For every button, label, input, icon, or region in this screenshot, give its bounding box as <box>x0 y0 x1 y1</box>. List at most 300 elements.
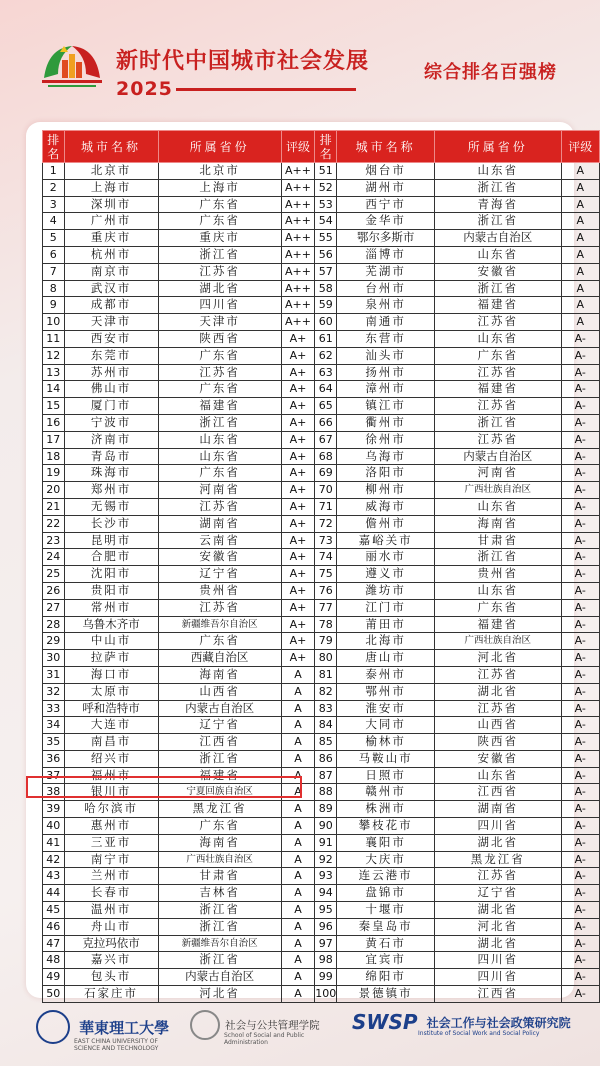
province-cell: 安徽省 <box>435 750 562 767</box>
city-cell: 长沙市 <box>64 515 158 532</box>
grade-cell: A+ <box>281 431 315 448</box>
city-cell: 东莞市 <box>64 347 158 364</box>
rank-cell: 84 <box>315 717 337 734</box>
table-row <box>43 582 600 599</box>
province-cell: 湖北省 <box>435 902 562 919</box>
grade-cell: A <box>561 297 599 314</box>
grade-cell: A+ <box>281 330 315 347</box>
grade-cell: A <box>561 280 599 297</box>
table-row <box>43 347 600 364</box>
city-cell: 大庆市 <box>337 851 435 868</box>
table-row <box>43 666 600 683</box>
province-cell: 浙江省 <box>435 179 562 196</box>
rank-cell: 75 <box>315 566 337 583</box>
city-cell: 深圳市 <box>64 196 158 213</box>
rank-cell: 83 <box>315 700 337 717</box>
rank-cell: 8 <box>43 280 65 297</box>
institute-logo <box>352 1010 572 1050</box>
institute-name: 社会工作与社会政策研究院 <box>426 1015 571 1030</box>
city-cell: 贵阳市 <box>64 582 158 599</box>
rank-cell: 1 <box>43 163 65 180</box>
province-cell: 江苏省 <box>158 263 281 280</box>
grade-cell: A- <box>561 734 599 751</box>
province-cell: 江苏省 <box>158 599 281 616</box>
grade-cell: A+ <box>281 381 315 398</box>
rank-cell: 94 <box>315 885 337 902</box>
grade-cell: A+ <box>281 566 315 583</box>
province-cell: 广东省 <box>158 818 281 835</box>
province-cell: 广东省 <box>158 196 281 213</box>
rank-cell: 80 <box>315 650 337 667</box>
grade-cell: A- <box>561 834 599 851</box>
city-cell: 南通市 <box>337 314 435 331</box>
rank-cell: 67 <box>315 431 337 448</box>
grade-cell: A- <box>561 784 599 801</box>
rank-cell: 71 <box>315 498 337 515</box>
table-row <box>43 868 600 885</box>
rank-cell: 99 <box>315 969 337 986</box>
province-cell: 河南省 <box>435 465 562 482</box>
table-row <box>43 986 600 1003</box>
rank-cell: 31 <box>43 666 65 683</box>
grade-cell: A- <box>561 431 599 448</box>
city-cell: 上海市 <box>64 179 158 196</box>
table-row <box>43 532 600 549</box>
city-cell: 青岛市 <box>64 448 158 465</box>
table-row <box>43 717 600 734</box>
province-cell: 内蒙古自治区 <box>435 448 562 465</box>
province-cell: 重庆市 <box>158 230 281 247</box>
grade-cell: A++ <box>281 196 315 213</box>
grade-cell: A <box>281 700 315 717</box>
province-cell: 江苏省 <box>435 700 562 717</box>
province-cell: 广东省 <box>158 381 281 398</box>
rank-cell: 28 <box>43 616 65 633</box>
province-cell: 辽宁省 <box>158 566 281 583</box>
province-cell: 浙江省 <box>158 414 281 431</box>
grade-cell: A- <box>561 330 599 347</box>
ranking-table <box>42 130 600 1003</box>
ranking-table-body <box>43 163 600 1003</box>
province-cell: 陕西省 <box>158 330 281 347</box>
grade-cell: A+ <box>281 465 315 482</box>
province-cell: 湖南省 <box>158 515 281 532</box>
grade-cell: A <box>281 818 315 835</box>
city-cell: 泉州市 <box>337 297 435 314</box>
grade-cell: A+ <box>281 482 315 499</box>
city-cell: 珠海市 <box>64 465 158 482</box>
college-name: 社会与公共管理学院 <box>225 1019 320 1032</box>
city-cell: 景德镇市 <box>337 986 435 1003</box>
rank-cell: 90 <box>315 818 337 835</box>
grade-cell: A <box>561 163 599 180</box>
header-city: 城市名称 <box>337 131 435 163</box>
rank-cell: 19 <box>43 465 65 482</box>
city-cell: 三亚市 <box>64 834 158 851</box>
city-cell: 鄂州市 <box>337 683 435 700</box>
grade-cell: A- <box>561 482 599 499</box>
grade-cell: A <box>281 918 315 935</box>
rank-cell: 89 <box>315 801 337 818</box>
year-label: 2025 <box>116 78 173 100</box>
city-cell: 天津市 <box>64 314 158 331</box>
rank-cell: 7 <box>43 263 65 280</box>
province-cell: 广东省 <box>435 599 562 616</box>
table-row <box>43 700 600 717</box>
province-cell: 江西省 <box>158 734 281 751</box>
rank-cell: 82 <box>315 683 337 700</box>
grade-cell: A++ <box>281 213 315 230</box>
province-cell: 河北省 <box>158 986 281 1003</box>
province-cell: 浙江省 <box>435 549 562 566</box>
city-cell: 杭州市 <box>64 246 158 263</box>
city-cell: 漳州市 <box>337 381 435 398</box>
rank-cell: 50 <box>43 986 65 1003</box>
city-cell: 盘锦市 <box>337 885 435 902</box>
rank-cell: 2 <box>43 179 65 196</box>
rank-cell: 76 <box>315 582 337 599</box>
grade-cell: A- <box>561 801 599 818</box>
province-cell: 山东省 <box>435 498 562 515</box>
rank-cell: 33 <box>43 700 65 717</box>
city-cell: 镇江市 <box>337 398 435 415</box>
city-cell: 湖州市 <box>337 179 435 196</box>
rank-cell: 49 <box>43 969 65 986</box>
rank-cell: 26 <box>43 582 65 599</box>
table-row <box>43 549 600 566</box>
grade-cell: A <box>561 314 599 331</box>
city-cell: 中山市 <box>64 633 158 650</box>
city-cell: 呼和浩特市 <box>64 700 158 717</box>
rank-cell: 57 <box>315 263 337 280</box>
city-cell: 绍兴市 <box>64 750 158 767</box>
table-row <box>43 902 600 919</box>
province-cell: 江苏省 <box>435 431 562 448</box>
city-cell: 泰州市 <box>337 666 435 683</box>
table-row <box>43 566 600 583</box>
table-row <box>43 381 600 398</box>
province-cell: 广西壮族自治区 <box>435 482 562 499</box>
grade-cell: A- <box>561 868 599 885</box>
rank-cell: 100 <box>315 986 337 1003</box>
province-cell: 广东省 <box>158 633 281 650</box>
grade-cell: A++ <box>281 230 315 247</box>
city-cell: 潍坊市 <box>337 582 435 599</box>
province-cell: 广东省 <box>158 213 281 230</box>
grade-cell: A- <box>561 398 599 415</box>
province-cell: 广东省 <box>158 347 281 364</box>
city-cell: 乌海市 <box>337 448 435 465</box>
province-cell: 浙江省 <box>158 952 281 969</box>
rank-cell: 24 <box>43 549 65 566</box>
header-rank: 排名 <box>315 131 337 163</box>
grade-cell: A <box>561 263 599 280</box>
grade-cell: A <box>281 784 315 801</box>
rank-cell: 66 <box>315 414 337 431</box>
province-cell: 海南省 <box>158 834 281 851</box>
grade-cell: A- <box>561 918 599 935</box>
city-cell: 扬州市 <box>337 364 435 381</box>
province-cell: 新疆维吾尔自治区 <box>158 616 281 633</box>
rank-cell: 70 <box>315 482 337 499</box>
rank-cell: 14 <box>43 381 65 398</box>
rank-cell: 62 <box>315 347 337 364</box>
table-row <box>43 599 600 616</box>
grade-cell: A- <box>561 935 599 952</box>
province-cell: 江苏省 <box>435 868 562 885</box>
city-cell: 乌鲁木齐市 <box>64 616 158 633</box>
province-cell: 广东省 <box>435 347 562 364</box>
province-cell: 广西壮族自治区 <box>435 633 562 650</box>
city-cell: 赣州市 <box>337 784 435 801</box>
grade-cell: A- <box>561 885 599 902</box>
city-cell: 烟台市 <box>337 163 435 180</box>
rank-cell: 93 <box>315 868 337 885</box>
grade-cell: A <box>281 952 315 969</box>
city-cell: 西安市 <box>64 330 158 347</box>
rank-cell: 30 <box>43 650 65 667</box>
province-cell: 甘肃省 <box>435 532 562 549</box>
table-row <box>43 918 600 935</box>
grade-cell: A++ <box>281 179 315 196</box>
city-cell: 昆明市 <box>64 532 158 549</box>
rank-cell: 74 <box>315 549 337 566</box>
province-cell: 贵州省 <box>158 582 281 599</box>
city-cell: 嘉峪关市 <box>337 532 435 549</box>
city-cell: 衢州市 <box>337 414 435 431</box>
province-cell: 湖北省 <box>435 834 562 851</box>
rank-cell: 22 <box>43 515 65 532</box>
grade-cell: A- <box>561 616 599 633</box>
city-cell: 舟山市 <box>64 918 158 935</box>
table-row <box>43 767 600 784</box>
province-cell: 江苏省 <box>158 364 281 381</box>
grade-cell: A <box>281 969 315 986</box>
table-row <box>43 179 600 196</box>
grade-cell: A- <box>561 851 599 868</box>
province-cell: 河北省 <box>435 918 562 935</box>
province-cell: 内蒙古自治区 <box>158 969 281 986</box>
province-cell: 山东省 <box>435 163 562 180</box>
rank-cell: 73 <box>315 532 337 549</box>
province-cell: 四川省 <box>435 818 562 835</box>
grade-cell: A <box>281 902 315 919</box>
province-cell: 福建省 <box>435 381 562 398</box>
province-cell: 江苏省 <box>435 364 562 381</box>
rank-cell: 68 <box>315 448 337 465</box>
province-cell: 湖北省 <box>435 683 562 700</box>
rank-cell: 59 <box>315 297 337 314</box>
city-cell: 成都市 <box>64 297 158 314</box>
rank-cell: 56 <box>315 246 337 263</box>
rank-cell: 91 <box>315 834 337 851</box>
grade-cell: A- <box>561 582 599 599</box>
table-row <box>43 650 600 667</box>
province-cell: 福建省 <box>158 398 281 415</box>
city-cell: 武汉市 <box>64 280 158 297</box>
city-cell: 绵阳市 <box>337 969 435 986</box>
table-row <box>43 280 600 297</box>
rank-cell: 54 <box>315 213 337 230</box>
province-cell: 安徽省 <box>158 549 281 566</box>
city-cell: 南宁市 <box>64 851 158 868</box>
province-cell: 山东省 <box>158 431 281 448</box>
city-cell: 温州市 <box>64 902 158 919</box>
rank-cell: 41 <box>43 834 65 851</box>
table-row <box>43 616 600 633</box>
rank-cell: 11 <box>43 330 65 347</box>
city-cell: 沈阳市 <box>64 566 158 583</box>
grade-cell: A- <box>561 767 599 784</box>
city-cell: 重庆市 <box>64 230 158 247</box>
province-cell: 青海省 <box>435 196 562 213</box>
province-cell: 江西省 <box>435 986 562 1003</box>
rank-cell: 48 <box>43 952 65 969</box>
grade-cell: A- <box>561 532 599 549</box>
province-cell: 山西省 <box>435 717 562 734</box>
city-cell: 厦门市 <box>64 398 158 415</box>
rank-cell: 13 <box>43 364 65 381</box>
title-underline <box>176 88 356 91</box>
rank-cell: 63 <box>315 364 337 381</box>
city-cell: 济南市 <box>64 431 158 448</box>
grade-cell: A- <box>561 750 599 767</box>
grade-cell: A+ <box>281 616 315 633</box>
table-row <box>43 246 600 263</box>
table-row <box>43 750 600 767</box>
city-cell: 合肥市 <box>64 549 158 566</box>
rank-cell: 60 <box>315 314 337 331</box>
province-cell: 云南省 <box>158 532 281 549</box>
college-logo <box>190 1010 340 1050</box>
grade-cell: A+ <box>281 532 315 549</box>
city-cell: 佛山市 <box>64 381 158 398</box>
grade-cell: A+ <box>281 582 315 599</box>
table-row <box>43 482 600 499</box>
rank-cell: 44 <box>43 885 65 902</box>
rank-cell: 32 <box>43 683 65 700</box>
rank-cell: 3 <box>43 196 65 213</box>
province-cell: 甘肃省 <box>158 868 281 885</box>
city-cell: 连云港市 <box>337 868 435 885</box>
grade-cell: A+ <box>281 599 315 616</box>
rank-cell: 15 <box>43 398 65 415</box>
city-cell: 汕头市 <box>337 347 435 364</box>
ranking-subtitle: 综合排名百强榜 <box>424 62 557 83</box>
university-emblem-icon <box>36 1010 70 1044</box>
header-city: 城市名称 <box>64 131 158 163</box>
grade-cell: A- <box>561 986 599 1003</box>
table-row <box>43 969 600 986</box>
table-row <box>43 398 600 415</box>
grade-cell: A- <box>561 515 599 532</box>
city-cell: 惠州市 <box>64 818 158 835</box>
province-cell: 河北省 <box>435 650 562 667</box>
province-cell: 浙江省 <box>435 280 562 297</box>
grade-cell: A- <box>561 717 599 734</box>
province-cell: 山东省 <box>435 330 562 347</box>
city-cell: 拉萨市 <box>64 650 158 667</box>
grade-cell: A- <box>561 952 599 969</box>
province-cell: 福建省 <box>158 767 281 784</box>
rank-cell: 21 <box>43 498 65 515</box>
rank-cell: 51 <box>315 163 337 180</box>
city-cell: 丽水市 <box>337 549 435 566</box>
grade-cell: A <box>281 851 315 868</box>
city-cell: 东营市 <box>337 330 435 347</box>
grade-cell: A- <box>561 599 599 616</box>
province-cell: 湖北省 <box>435 935 562 952</box>
rank-cell: 40 <box>43 818 65 835</box>
city-cell: 银川市 <box>64 784 158 801</box>
grade-cell: A- <box>561 498 599 515</box>
province-cell: 浙江省 <box>158 918 281 935</box>
grade-cell: A <box>281 666 315 683</box>
province-cell: 山西省 <box>158 683 281 700</box>
rank-cell: 39 <box>43 801 65 818</box>
rank-cell: 81 <box>315 666 337 683</box>
grade-cell: A+ <box>281 515 315 532</box>
city-cell: 马鞍山市 <box>337 750 435 767</box>
rank-cell: 20 <box>43 482 65 499</box>
city-cell: 柳州市 <box>337 482 435 499</box>
table-row <box>43 364 600 381</box>
rank-cell: 96 <box>315 918 337 935</box>
rank-cell: 38 <box>43 784 65 801</box>
grade-cell: A <box>561 179 599 196</box>
table-header-row <box>43 131 600 163</box>
header-rank: 排名 <box>43 131 65 163</box>
table-row <box>43 935 600 952</box>
city-cell: 十堰市 <box>337 902 435 919</box>
rank-cell: 4 <box>43 213 65 230</box>
rank-cell: 16 <box>43 414 65 431</box>
province-cell: 福建省 <box>435 297 562 314</box>
rank-cell: 65 <box>315 398 337 415</box>
city-cell: 遵义市 <box>337 566 435 583</box>
rank-cell: 27 <box>43 599 65 616</box>
college-name-en: School of Social and Public Administration <box>224 1032 305 1046</box>
table-row <box>43 448 600 465</box>
grade-cell: A+ <box>281 364 315 381</box>
rank-cell: 87 <box>315 767 337 784</box>
table-row <box>43 163 600 180</box>
city-cell: 日照市 <box>337 767 435 784</box>
grade-cell: A <box>281 986 315 1003</box>
province-cell: 浙江省 <box>158 246 281 263</box>
rank-cell: 64 <box>315 381 337 398</box>
province-cell: 江苏省 <box>435 314 562 331</box>
province-cell: 西藏自治区 <box>158 650 281 667</box>
grade-cell: A <box>281 834 315 851</box>
grade-cell: A <box>281 717 315 734</box>
table-row <box>43 952 600 969</box>
rank-cell: 95 <box>315 902 337 919</box>
grade-cell: A+ <box>281 347 315 364</box>
province-cell: 广东省 <box>158 465 281 482</box>
city-cell: 秦皇岛市 <box>337 918 435 935</box>
grade-cell: A <box>281 734 315 751</box>
province-cell: 贵州省 <box>435 566 562 583</box>
grade-cell: A+ <box>281 414 315 431</box>
table-row <box>43 213 600 230</box>
province-cell: 内蒙古自治区 <box>158 700 281 717</box>
province-cell: 江苏省 <box>435 666 562 683</box>
grade-cell: A <box>561 213 599 230</box>
province-cell: 湖南省 <box>435 801 562 818</box>
table-row <box>43 196 600 213</box>
rank-cell: 46 <box>43 918 65 935</box>
